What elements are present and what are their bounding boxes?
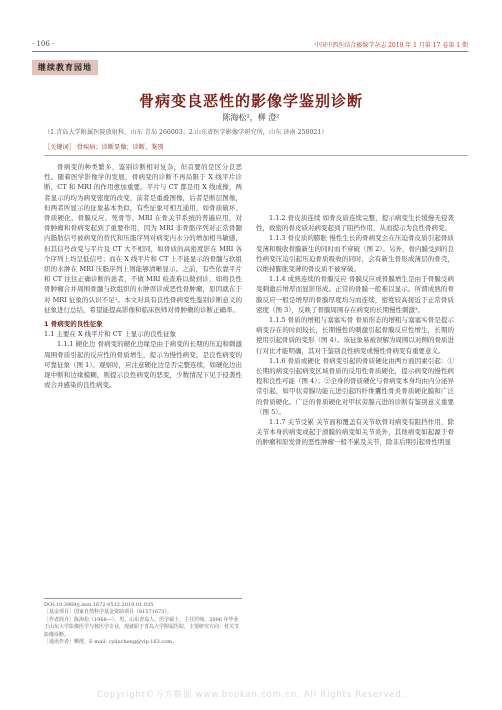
paragraph: 1.1.6 骨质或硬化 骨病变引起的骨质硬化由两方面因素引起：①长期的病变引起病变区域骨质的反用性骨质硬化，提示病变的慢性病程和良性可能（图 4）；②全身的骨质硬化与骨病变本身均由内分泌异常引起，如甲状旁腺功能亢进引起的纤维囊性骨炎骨质硬化膜和广泛的骨质硬化。广泛的骨质硬化对甲状旁腺亢进的诊断有鉴别意义重要（图 5）。: [256, 356, 454, 416]
paragraph: 1.1.4 成熟连续的骨膜反应 骨膜反应或骨膜增生是由于骨膜受病变刺激后增厚而显影形成。正常的骨膜一般难以显示。所谓成熟的骨膜反应一般是增厚的骨膜厚度均匀而连续，密度较高接近于正常骨质密度（图 3），反映了骨膜周围存在病变的长期慢性刺激³。: [256, 275, 454, 314]
section-tag: 继续教育园地: [32, 60, 98, 75]
paragraph: 1.1.2 骨皮质连续 如骨皮质连续完整，提示病变生长缓慢无侵袭性，致密的骨皮质对病变起到了阻挡作用，从而提示为良性骨病变。: [256, 214, 454, 233]
body-column-left: [44, 162, 242, 390]
header-rule: [32, 51, 468, 52]
article-title: 骨病变良恶性的影像学鉴别诊断: [138, 92, 363, 110]
journal-header: 中国中西医结合影像学杂志 2019 年 1 月第 17 卷第 1 期: [314, 42, 468, 49]
section-heading: 1 骨病变的良性征象: [44, 320, 103, 329]
copyright-watermark: Copyright©万方数据 www.bookan.com.cn. All Rights Reserved.: [97, 690, 405, 700]
paragraph: 1.1.3 骨皮质的膨胀 慢性生长的骨病变会在压迫骨皮质引起骨质变薄和吸收骨膜新生的同时而不穿破（图 2）。另外，骨内膜受到的良性病变压迫引起压迫骨质吸收的同时，会有新生骨形成薄层的骨壳，以维持膨胀变薄的骨皮质不被穿破。: [256, 234, 454, 274]
body-column-right: [256, 213, 454, 448]
keywords-rule: [44, 155, 468, 156]
keywords: [44, 142, 164, 151]
paragraph: 骨病变的种类繁多，鉴别诊断相对复杂，但首要的是区分良恶性。随着医学影像学的发展，骨病变的诊断不再局限于 X 线平片诊断，CT 和 MRI 的作用愈加重要。平片与 CT 都是用 X 线成像，两者显示的均为病变密度的改变，前者是重叠图像，后者是断层图像，但两者所显示的征象基本类似，有些征象可相互通用，如骨质破坏、骨质硬化、骨膜反应、死骨等。MRI 在骨关节系统的普遍应用，对骨肿瘤和骨病变起到了重要作用，因为 MRI 非骨骼序列对正常骨髓内脂肪信号被病变的替代和压脂序列对病变内水分的增加相当敏感，但其信号改变与平片及 CT 大不相同，如骨质的高密度影在 MRI 各个序列上均呈低信号；而在 X 线平片和 CT 上不能显示的骨髓与软组织的水肿在 MRI 压脂序列上则能够清晰显示。之前，有些依靠平片和 CT 往往正确诊断的患者，不做 MRI 检查难以做到诊，如将良性骨肿瘤合并周围骨髓与软组织的水肿误诊成恶性骨肿瘤，原因就在于对 MRI 征象的认识不足¹。本文对具有良性骨病变性鉴别诊断意义的征象进行总结，希望能提高影像和临床医师对骨肿瘤的诊断正确率。: [44, 163, 242, 314]
author-line: 陈海松¹，柳 澄²: [222, 113, 280, 122]
page-number: · 106 ·: [32, 40, 55, 48]
paragraph: 1.1.1 硬化边 骨病变的硬化边缘是由于病变的长期的压迫和刺激周围骨质引起的反应性的骨质增生，提示为慢性病变，是良性病变的可靠征象（图 1）。观察时，应注意硬化边是否完整连续，如硬化边出现中断和边缘模糊，则提示良性病变的恶变，少数情况下见于侵袭性或合并感染的良性病变。: [44, 340, 242, 390]
section-heading: 1.1 主要在 X 线平片和 CT 上显示的良性征象: [44, 330, 177, 339]
paragraph: 1.1.5 骨质的增粗与塞塞实骨 骨质形态的增粗与塞塞实骨是提示病变存在的时间较长，长期慢性的刺激引起骨膜反应性增生，长期的使用引起骨质的变形（图 4）。该征象易被误解为周围以对侧的骨质进行对比才能明确，其对于鉴别良性病变或慢性骨病变有重要意义。: [256, 316, 454, 355]
keywords-text: 骨疾病；诊断显像；诊断，鉴别: [76, 144, 164, 151]
paragraph: 1.1.7 关节受累 关节面和覆盖有关节软骨对病变有阻挡作用，除关节本身的病变或起于滑膜的病变如关节炎外，其他病变如起源于骨的肿瘤和原发骨的恶性肿瘤一般不累及关节，除非后期引起骨性明显: [256, 418, 454, 447]
footnote-line: ［基金项目］国家自然科学基金资助项目（81571673）。: [44, 609, 172, 616]
footnotes: [44, 602, 242, 646]
keywords-label: ［关键词］: [44, 144, 75, 151]
footnote-line: DOI:10.3969/j.issn.1672-0512.2019.01.035: [44, 602, 154, 608]
footnote-line: ［通讯作者］柳澄，E-mail: cyliucheng@vip.163.com。: [44, 639, 177, 646]
footnote-rule: [44, 598, 242, 599]
affiliation: （1.青岛大学附属医院放射科，山东 青岛 266003；2.山东省医学影像学研究所，山东 济南 250021）: [44, 129, 328, 136]
footnote-line: ［作者简介］陈海松（1968—），男，山东青岛人，医学硕士，主任医师。2006 年毕业于山东大学影像医学与核医学专业，现就职于青岛大学附属医院，主要研究方向：骨关节影像诊断。: [44, 616, 240, 638]
